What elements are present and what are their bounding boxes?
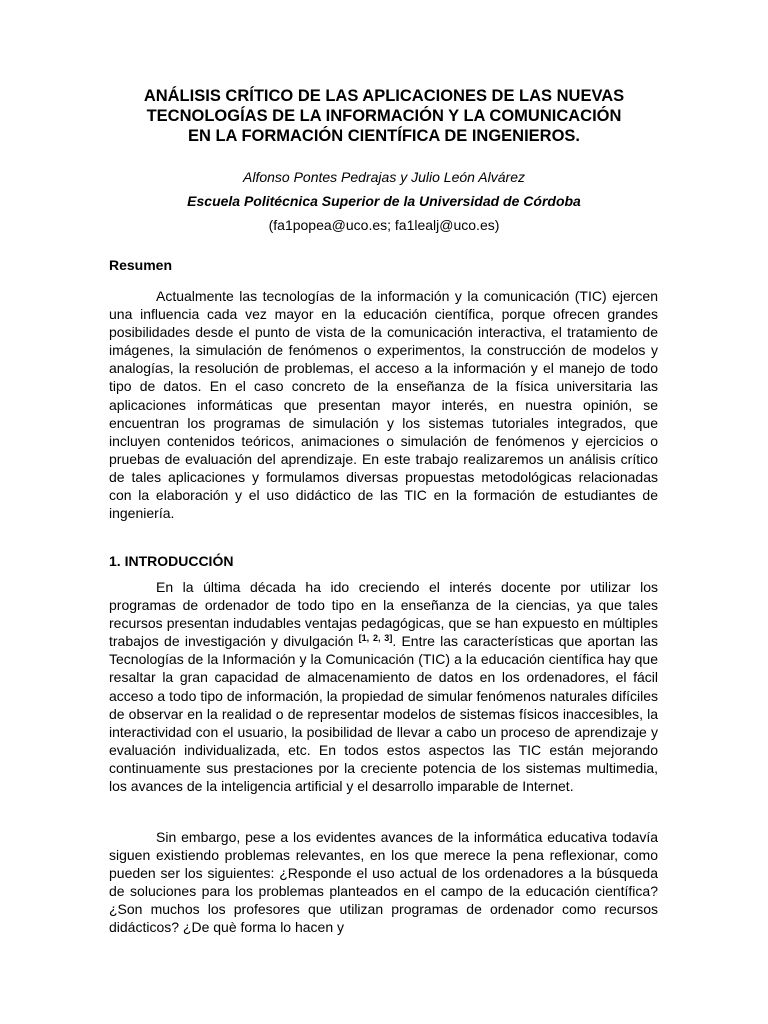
abstract-heading: Resumen <box>109 257 173 273</box>
citation-reference: [1, 2, 3] <box>358 633 393 644</box>
title-line: ANÁLISIS CRÍTICO DE LAS APLICACIONES DE LAS NUEVAS <box>143 87 625 105</box>
introduction-paragraph-1 <box>109 578 658 795</box>
abstract-paragraph: Actualmente las tecnologías de la información y la comunicación (TIC) ejercen una influencia cada vez mayor en la educación científica, porque ofrecen grandes posibilidades desde el punto de vista de la comunicación interactiva, el tratamiento de imágenes, la simulación de fenómenos o experimentos, la construcción de modelos y analogías, la resolución de problemas, el acceso a la información y el manejo de todo tipo de datos. En el caso concreto de la enseñanza de la física universitaria las aplicaciones informáticas que presentan mayor interés, en nuestra opinión, se encuentran los programas de simulación y los sistemas tutoriales integrados, que incluyen contenidos teóricos, animaciones o simulación de fenómenos y ejercicios o pruebas de evaluación del aprendizaje. En este trabajo realizaremos un análisis crítico de tales aplicaciones y formulamos diversas propuestas metodológicas relacionadas con la elaboración y el uso didáctico de las TIC en la formación de estudiantes de ingeniería. <box>109 288 658 522</box>
paper-title <box>100 86 668 146</box>
introduction-paragraph-2: Sin embargo, pese a los evidentes avances de la informática educativa todavía siguen existiendo problemas relevantes, en los que merece la pena reflexionar, como pueden ser los siguientes: ¿Responde el uso actual de los ordenadores a la búsqueda de soluciones para los problemas planteados en el campo de la educación científica?¿Son muchos los profesores que utilizan programas de ordenador como recursos didácticos? ¿De què forma lo hacen y <box>109 829 658 936</box>
intro-text-after-ref: . Entre las características que aportan las Tecnologías de la Información y la Comunicación (TIC) a la educación científica hay que resaltar la gran capacidad de almacenamiento de datos en los ordenadores, el fácil acceso a todo tipo de información, la propiedad de simular fenómenos naturales difíciles de observar en la realidad o de representar modelos de sistemas físicos inaccesibles, la interactividad con el usuario, la posibilidad de llevar a cabo un proceso de aprendizaje y evaluación individualizada, etc. En todos estos aspectos las TIC están mejorando continuamente sus prestaciones por la creciente potencia de los sistemas multimedia, los avances de la inteligencia artificial y el desarrollo imparable de Internet. <box>109 633 658 795</box>
intro-text-before-ref: En la última década ha ido creciendo el interés docente por utilizar los programas de ordenador de todo tipo en la enseñanza de la ciencias, ya que tales recursos presentan indudables ventajas pedagógicas, que se han expuesto en múltiples trabajos de investigación y divulgación <box>109 579 658 650</box>
authors: Alfonso Pontes Pedrajas y Julio León Alvárez <box>243 169 525 185</box>
title-line: TECNOLOGÍAS DE LA INFORMACIÓN Y LA COMUNICACIÓN <box>146 107 622 125</box>
institution: Escuela Politécnica Superior de la Universidad de Córdoba <box>187 193 581 209</box>
introduction-heading: 1. INTRODUCCIÓN <box>109 553 234 569</box>
author-emails: (fa1popea@uco.es; fa1lealj@uco.es) <box>268 217 500 233</box>
title-line: EN LA FORMACIÓN CIENTÍFICA DE INGENIEROS. <box>187 127 581 145</box>
